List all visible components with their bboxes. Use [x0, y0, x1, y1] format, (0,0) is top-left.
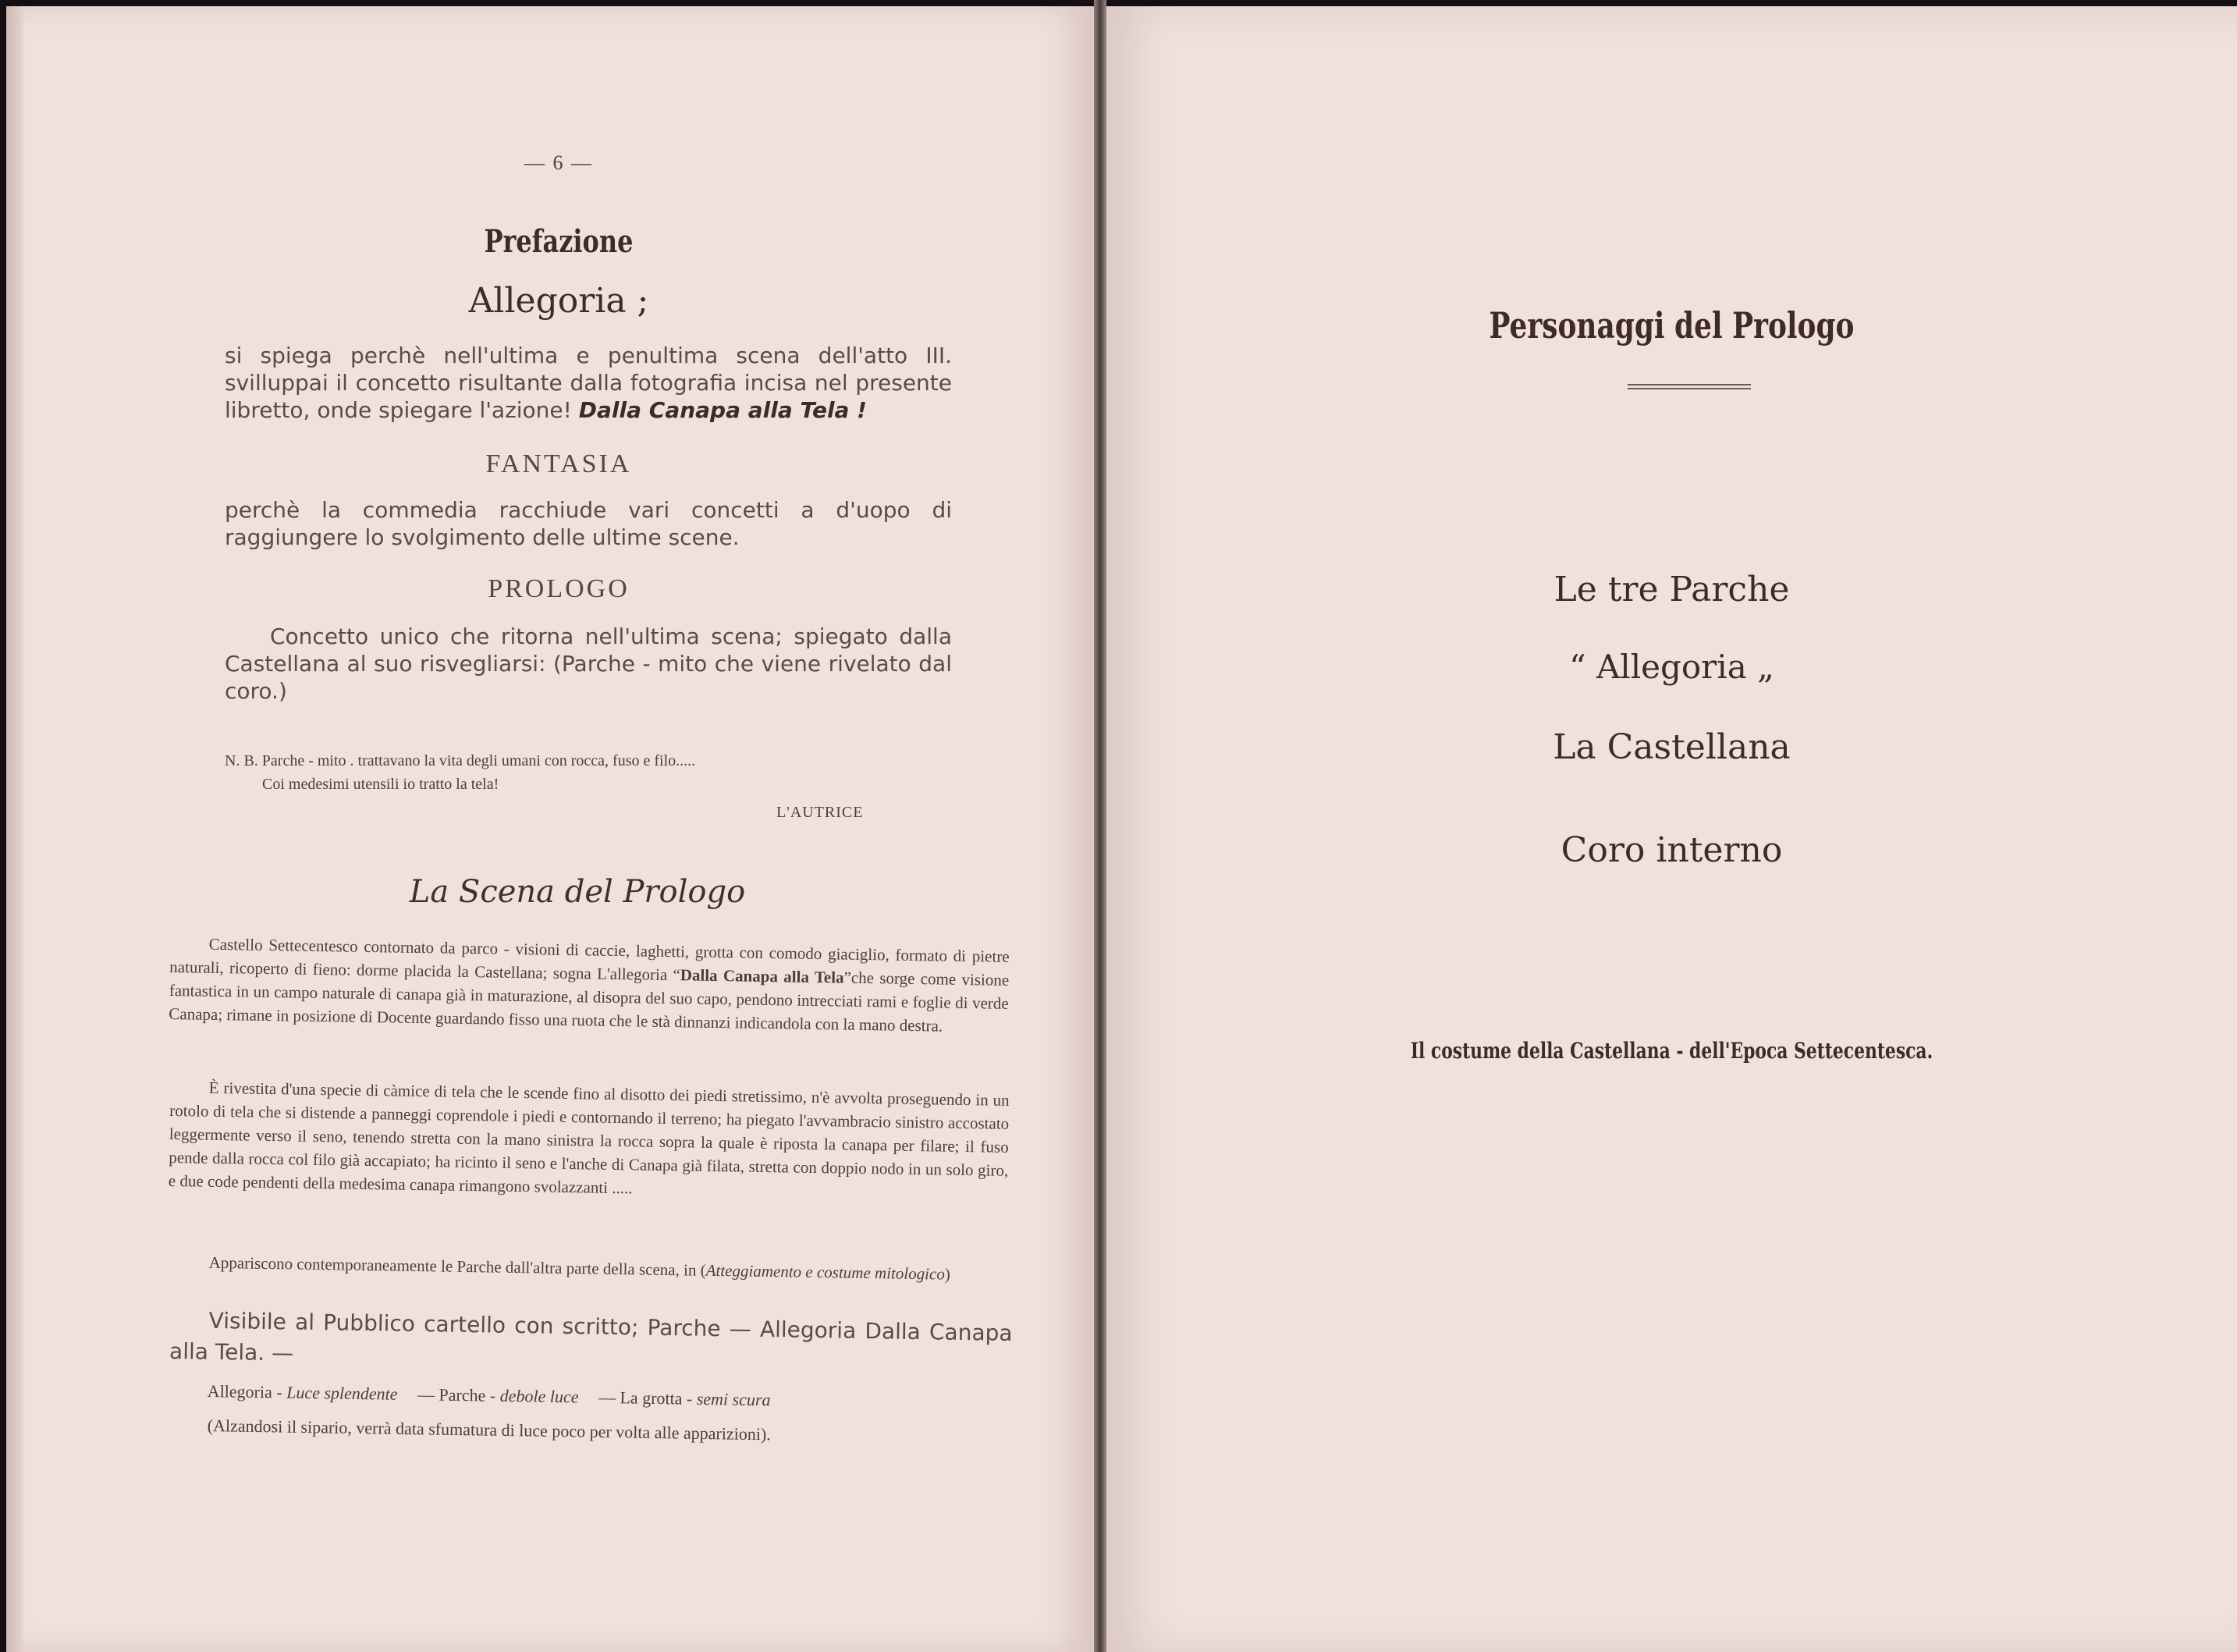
fantasia-heading: FANTASIA — [485, 449, 632, 478]
right-page — [1106, 6, 2237, 1652]
sipario-line: (Alzandosi il sipario, verrà data sfumatura di luce poco per volta alle apparizioni). — [207, 1416, 771, 1444]
scena-paragraph-3 — [170, 1250, 1010, 1287]
scena-p3-start: Appariscono contemporaneamente le Parche dall'altra parte della scena, in ( — [208, 1252, 706, 1280]
nb-line-1: N. B. Parche - mito . trattavano la vita degli umani con rocca, fuso e filo..... — [225, 752, 696, 769]
allegoria-heading: Allegoria ; — [468, 281, 649, 321]
scena-p1-bold: Dalla Canapa alla Tela — [680, 965, 844, 987]
scena-paragraph-2: È rivestita d'una specie di càmice di tela che le scende fino al disotto dei piedi stretissimo, n'è avvolta proseguendo in un rotolo di tela che si distende a panneggi coprendole i piedi e contornando il terreno; ha piegato l'avvambracio sinistro accostato leggermente verso il seno, tenendo stretta con la mano sinistra la rocca sopra la quale è riposta la canapa per filare; il fuso pende dalla rocca col filo già accapiato; ha ricinto il seno e l'anche di Canapa già filata, stretta con doppio nodo in un solo giro, e due code pendenti della medesima canapa rimangono svolazzanti ..... — [168, 1078, 1010, 1198]
visibile-paragraph: Visibile al Pubblico cartello con scritto; Parche — Allegoria Dalla Canapa alla Tela. — — [169, 1307, 1013, 1366]
character-4: Coro interno — [1561, 830, 1783, 870]
character-1: Le tre Parche — [1553, 570, 1790, 609]
allegoria-paragraph — [225, 342, 952, 424]
prologo-heading: PROLOGO — [488, 574, 630, 603]
signature: L'AUTRICE — [776, 804, 864, 821]
scena-heading: La Scena del Prologo — [409, 874, 746, 910]
luci-allegoria: Allegoria - — [207, 1381, 282, 1402]
left-page — [23, 6, 1094, 1652]
book-gutter — [1094, 0, 1106, 1652]
scena-p3-end: ) — [944, 1264, 951, 1284]
page-number: — 6 — — [524, 151, 593, 174]
scena-p1-start: Castello Settecentesco contornato da parco - visioni di caccie, laghetti, grotta con comodo giaciglio, formato di pietre naturali, ricoperto di fieno: dorme placida la Castellana; sogna L'allegoria “ — [169, 934, 1010, 985]
title-rule — [1628, 384, 1751, 389]
allegoria-emphasis: Dalla Canapa alla Tela ! — [578, 397, 867, 423]
nb-line-2: Coi medesimi utensili io tratto la tela! — [262, 776, 499, 793]
preface-heading: Prefazione — [484, 223, 634, 260]
luci-grotta-value: semi scura — [696, 1388, 771, 1410]
prologo-paragraph: Concetto unico che ritorna nell'ultima scena; spiegato dalla Castellana al suo risvegliarsi: (Parche - mito che viene rivelato dal coro.) — [225, 623, 952, 704]
luci-line — [208, 1381, 771, 1410]
scena-p1-end: ”che sorge come visione fantastica in un campo naturale di canapa già in maturazione, al disopra del suo capo, pendono intrecciati rami e foglie di verde Canapa; rimane in posizione di Docente guardando fisso una ruota che le stà dinnanzi indicandola con la mano destra. — [169, 968, 1010, 1036]
scena-p3-ital: Atteggiamento e costume mitologico — [705, 1260, 946, 1284]
character-2: “ Allegoria „ — [1569, 648, 1774, 686]
allegoria-text: si spiega perchè nell'ultima e penultima scena dell'atto III. svilluppai il concetto risultante dalla fotografia incisa nel presente libretto, onde spiegare l'azione! — [225, 343, 952, 423]
character-3: La Castellana — [1553, 727, 1791, 767]
luci-allegoria-value: Luce splendente — [286, 1382, 398, 1404]
scena-paragraph-1 — [169, 932, 1010, 1039]
luci-parche: — Parche - — [417, 1384, 496, 1405]
luci-grotta: — La grotta - — [598, 1387, 693, 1409]
luci-parche-value: debole luce — [499, 1385, 579, 1407]
costume-note: Il costume della Castellana - dell'Epoca Settecentesca. — [1410, 1038, 1933, 1064]
fantasia-paragraph: perchè la commedia racchiude vari concetti a d'uopo di raggiungere lo svolgimento delle ultime scene. — [225, 497, 952, 550]
right-title: Personaggi del Prologo — [1489, 304, 1855, 346]
